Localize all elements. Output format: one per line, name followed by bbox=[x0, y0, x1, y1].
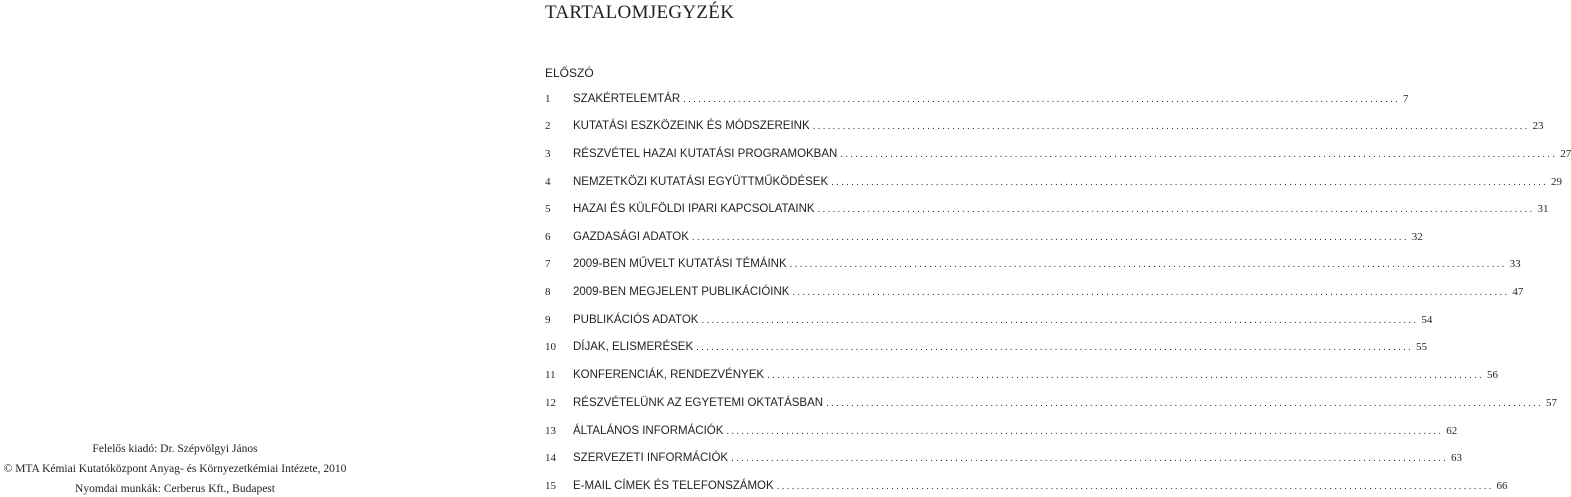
toc-entry-page: 29 bbox=[1551, 176, 1563, 188]
toc-entry-title: E-MAIL CÍMEK ÉS TELEFONSZÁMOK bbox=[573, 480, 774, 492]
toc-entry-page: 56 bbox=[1486, 369, 1498, 381]
toc-entry-page: 62 bbox=[1446, 425, 1458, 437]
toc-entry-page: 63 bbox=[1450, 452, 1462, 464]
toc-entry-number: 6 bbox=[545, 231, 551, 243]
toc-preface-entry[interactable]: ELŐSZÓ bbox=[545, 66, 594, 80]
toc-entry[interactable] bbox=[545, 231, 1423, 247]
toc-entry-number: 13 bbox=[545, 425, 556, 437]
toc-entry-title: RÉSZVÉTELÜNK AZ EGYETEMI OKTATÁSBAN bbox=[573, 397, 824, 409]
toc-entry-title: KUTATÁSI ESZKÖZEINK ÉS MÓDSZEREINK bbox=[573, 120, 810, 132]
toc-entry-number: 15 bbox=[545, 480, 556, 492]
toc-entry-number: 2 bbox=[545, 120, 551, 132]
toc-entry-title: NEMZETKÖZI KUTATÁSI EGYÜTTMŰKÖDÉSEK bbox=[573, 176, 829, 188]
page-title: TARTALOMJEGYZÉK bbox=[545, 2, 735, 23]
toc-entry-title: DÍJAK, ELISMERÉSEK bbox=[573, 341, 694, 353]
toc-leader-dots bbox=[683, 94, 1400, 105]
toc-leader-dots bbox=[840, 149, 1557, 160]
toc-entry-page: 33 bbox=[1509, 258, 1521, 270]
toc-entry[interactable] bbox=[545, 203, 1549, 219]
toc-entry-number: 12 bbox=[545, 397, 556, 409]
toc-leader-dots bbox=[792, 287, 1509, 298]
toc-entry-number: 5 bbox=[545, 203, 551, 215]
toc-entry-number: 8 bbox=[545, 286, 551, 298]
toc-entry-number: 7 bbox=[545, 258, 551, 270]
toc-entry-page: 54 bbox=[1421, 314, 1433, 326]
toc-entry-title: 2009-BEN MEGJELENT PUBLIKÁCIÓINK bbox=[573, 286, 790, 298]
toc-entry-page: 7 bbox=[1403, 93, 1409, 105]
toc-entry-page: 55 bbox=[1416, 341, 1428, 353]
imprint-printing: Nyomdai munkák: Cerberus Kft., Budapest bbox=[75, 483, 275, 495]
toc-leader-dots bbox=[731, 453, 1448, 464]
toc-entry-page: 31 bbox=[1537, 203, 1549, 215]
toc-leader-dots bbox=[813, 121, 1530, 132]
toc-leader-dots bbox=[701, 315, 1418, 326]
imprint-copyright: © MTA Kémiai Kutatóközpont Anyag- és Környezetkémiai Intézete, 2010 bbox=[3, 463, 347, 475]
toc-entry-page: 23 bbox=[1532, 120, 1544, 132]
toc-entry[interactable] bbox=[545, 286, 1524, 302]
toc-leader-dots bbox=[726, 426, 1443, 437]
toc-entry[interactable] bbox=[545, 480, 1508, 496]
toc-entry-title: ÁLTALÁNOS INFORMÁCIÓK bbox=[573, 425, 724, 437]
toc-entry[interactable] bbox=[545, 148, 1571, 164]
toc-entry[interactable] bbox=[545, 120, 1544, 136]
toc-entry-number: 10 bbox=[545, 341, 556, 353]
toc-entry-number: 14 bbox=[545, 452, 556, 464]
imprint-publisher: Felelős kiadó: Dr. Szépvölgyi János bbox=[92, 443, 258, 455]
toc-entry[interactable] bbox=[545, 397, 1557, 413]
toc-entry[interactable] bbox=[545, 341, 1428, 357]
toc-entry-title: RÉSZVÉTEL HAZAI KUTATÁSI PROGRAMOKBAN bbox=[573, 148, 838, 160]
toc-leader-dots bbox=[696, 342, 1413, 353]
toc-entry-title: SZAKÉRTELEMTÁR bbox=[573, 93, 681, 105]
toc-entry[interactable] bbox=[545, 258, 1521, 274]
toc-entry-number: 4 bbox=[545, 176, 551, 188]
toc-entry-title: GAZDASÁGI ADATOK bbox=[573, 231, 689, 243]
toc-entry-number: 3 bbox=[545, 148, 551, 160]
toc-entry[interactable] bbox=[545, 452, 1462, 468]
toc-leader-dots bbox=[826, 398, 1543, 409]
toc-entry[interactable] bbox=[545, 176, 1563, 192]
toc-leader-dots bbox=[767, 370, 1484, 381]
toc-entry-page: 27 bbox=[1560, 148, 1571, 160]
toc-leader-dots bbox=[831, 177, 1548, 188]
toc-entry-title: KONFERENCIÁK, RENDEZVÉNYEK bbox=[573, 369, 765, 381]
toc-entry-number: 11 bbox=[545, 369, 556, 381]
toc-entry-number: 9 bbox=[545, 314, 551, 326]
toc-entry-number: 1 bbox=[545, 93, 551, 105]
toc-entry[interactable] bbox=[545, 425, 1458, 441]
toc-entry-title: HAZAI ÉS KÜLFÖLDI IPARI KAPCSOLATAINK bbox=[573, 203, 815, 215]
toc-leader-dots bbox=[777, 481, 1494, 492]
toc-entry-page: 47 bbox=[1512, 286, 1524, 298]
toc-entry-title: PUBLIKÁCIÓS ADATOK bbox=[573, 314, 699, 326]
toc-entry[interactable] bbox=[545, 369, 1498, 385]
toc-entry-title: 2009-BEN MŰVELT KUTATÁSI TÉMÁINK bbox=[573, 258, 787, 270]
toc-entry-title: SZERVEZETI INFORMÁCIÓK bbox=[573, 452, 729, 464]
toc-leader-dots bbox=[818, 204, 1535, 215]
toc-entry-page: 32 bbox=[1411, 231, 1423, 243]
toc-leader-dots bbox=[790, 259, 1507, 270]
toc-entry-page: 66 bbox=[1496, 480, 1508, 492]
toc-entry[interactable] bbox=[545, 314, 1433, 330]
toc-entry[interactable] bbox=[545, 93, 1409, 109]
toc-entry-page: 57 bbox=[1545, 397, 1557, 409]
toc-leader-dots bbox=[692, 232, 1409, 243]
